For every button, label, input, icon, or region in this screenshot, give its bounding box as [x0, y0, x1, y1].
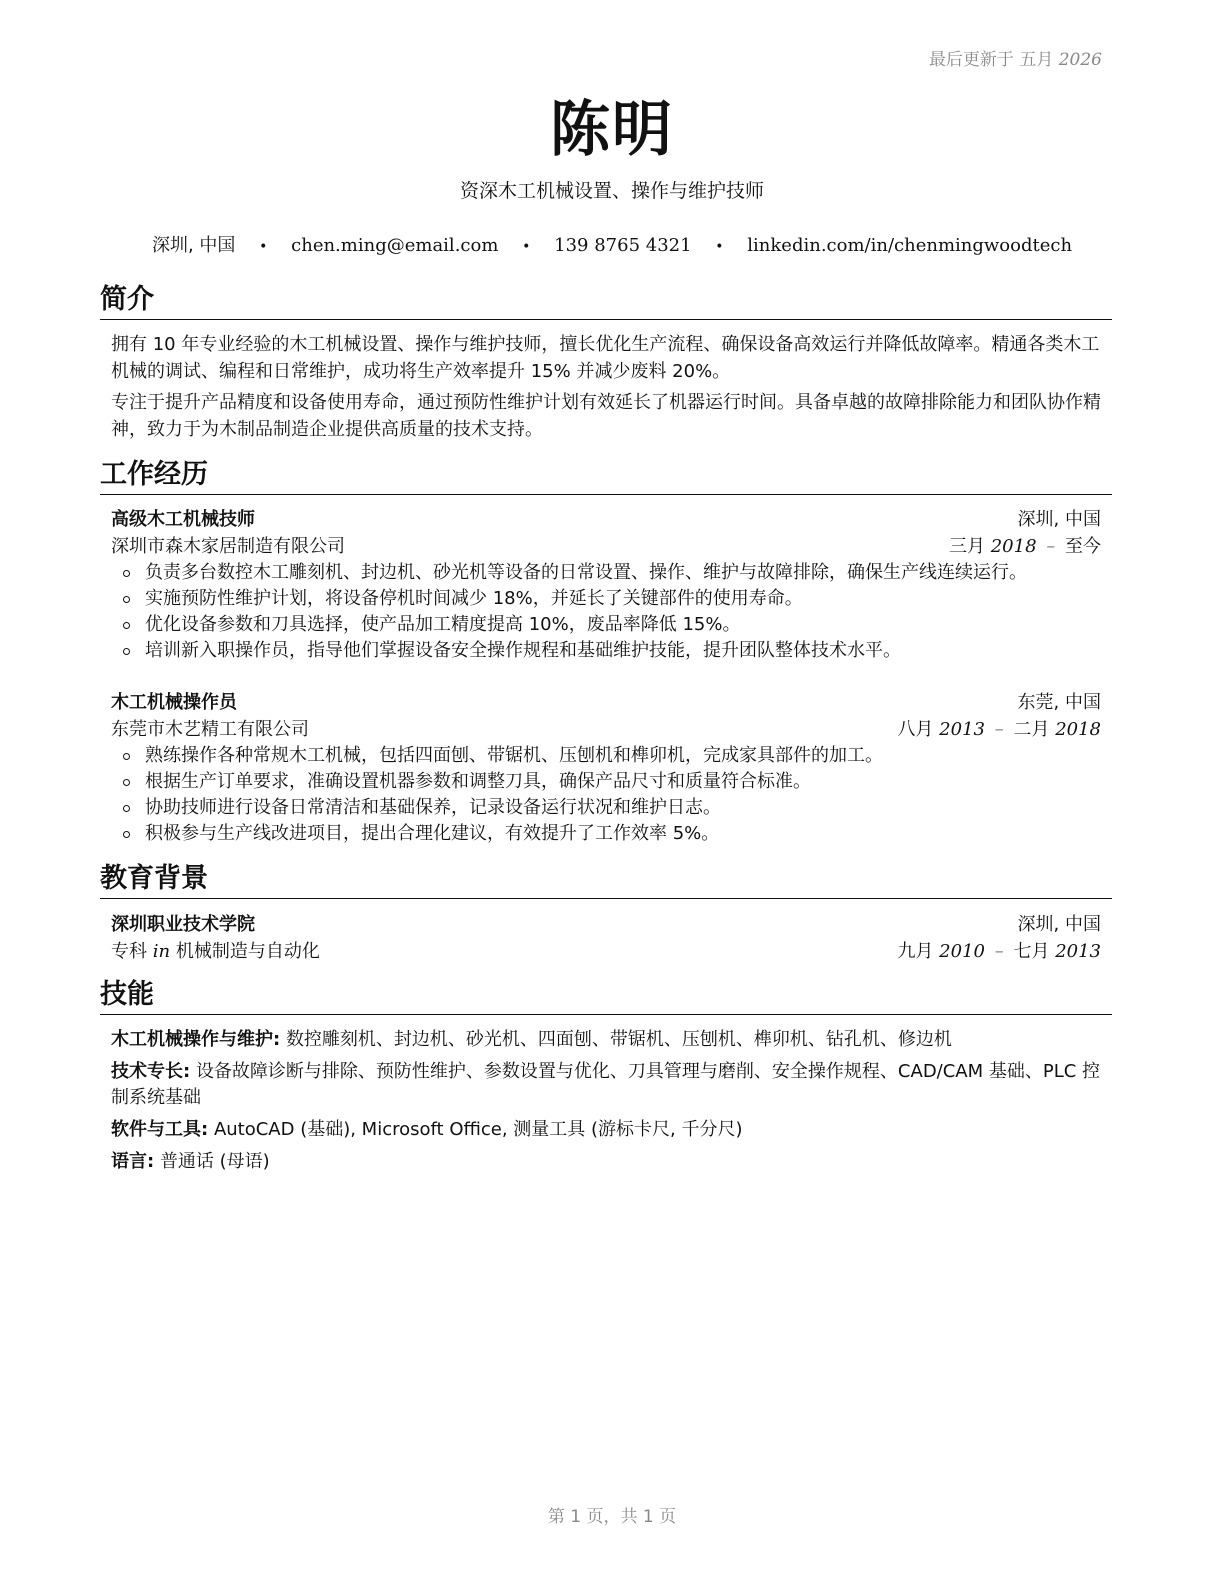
job-company: 东莞市木艺精工有限公司	[111, 719, 309, 740]
section-title-skills: 技能	[100, 978, 1112, 1015]
summary-paragraph: 专注于提升产品精度和设备使用寿命，通过预防性维护计划有效延长了机器运行时间。具备卓越的故障排除能力和团队协作精神，致力于为木制品制造企业提供高质量的技术支持。	[111, 392, 1101, 440]
list-item: 优化设备参数和刀具选择，使产品加工精度提高 10%，废品率降低 15%。	[123, 612, 1101, 638]
list-item: 积极参与生产线改进项目，提出合理化建议，有效提升了工作效率 5%。	[123, 821, 1101, 847]
date-dash: –	[994, 941, 1004, 962]
job-bullets	[111, 743, 1101, 847]
skill-value: 设备故障诊断与排除、预防性维护、参数设置与优化、刀具管理与磨削、安全操作规程、CAD/CAM 基础、PLC 控制系统基础	[111, 1061, 1101, 1108]
education-degree-line	[111, 938, 320, 965]
education-in-word: in	[152, 941, 171, 962]
job-company: 深圳市森木家居制造有限公司	[111, 536, 345, 557]
job-location: 深圳, 中国	[1017, 509, 1101, 530]
skill-label: 技术专长:	[111, 1061, 191, 1082]
skill-line	[111, 1149, 1101, 1175]
contact-location: 深圳, 中国	[151, 235, 236, 256]
contact-separator: •	[522, 239, 531, 255]
last-updated-year: 2026	[1058, 50, 1102, 70]
page-footer: 第 1 页，共 1 页	[547, 1507, 677, 1527]
skill-value: 数控雕刻机、封边机、砂光机、四面刨、带锯机、压刨机、榫卯机、钻孔机、修边机	[285, 1029, 952, 1050]
job-end-month: 至今	[1065, 536, 1101, 557]
education-dates	[897, 938, 1101, 965]
contact-line	[0, 231, 1224, 257]
candidate-name: 陈明	[550, 95, 674, 165]
date-dash: –	[994, 719, 1004, 740]
skill-label: 软件与工具:	[111, 1119, 209, 1140]
job-start-year: 2018	[990, 536, 1037, 557]
list-item: 实施预防性维护计划，将设备停机时间减少 18%，并延长了关键部件的使用寿命。	[123, 586, 1101, 612]
section-title-education: 教育背景	[100, 862, 1112, 899]
list-item: 熟练操作各种常规木工机械，包括四面刨、带锯机、压刨机和榫卯机，完成家具部件的加工。	[123, 743, 1101, 769]
skill-line	[111, 1117, 1101, 1143]
job-end-year: 2018	[1055, 719, 1101, 740]
skill-label: 木工机械操作与维护:	[111, 1029, 281, 1050]
job-position: 高级木工机械技师	[111, 509, 255, 530]
job-dates	[949, 533, 1101, 560]
skills-block	[111, 1027, 1101, 1181]
last-updated	[929, 45, 1102, 70]
job-end-month: 二月	[1013, 719, 1050, 740]
contact-phone: 139 8765 4321	[554, 235, 692, 256]
education-major: 机械制造与自动化	[175, 941, 320, 962]
skill-line	[111, 1027, 1101, 1053]
job-start-month: 三月	[948, 536, 985, 557]
education-degree-row	[111, 938, 1101, 965]
education-end-month: 七月	[1013, 941, 1050, 962]
contact-separator: •	[715, 239, 724, 255]
education-end-year: 2013	[1055, 941, 1101, 962]
section-title-experience: 工作经历	[100, 458, 1112, 495]
skill-line	[111, 1059, 1101, 1111]
list-item: 协助技师进行设备日常清洁和基础保养，记录设备运行状况和维护日志。	[123, 795, 1101, 821]
contact-email[interactable]: chen.ming@email.com	[291, 235, 499, 256]
job-location: 东莞, 中国	[1017, 692, 1101, 713]
job-start-month: 八月	[897, 719, 934, 740]
list-item: 根据生产订单要求，准确设置机器参数和调整刀具，确保产品尺寸和质量符合标准。	[123, 769, 1101, 795]
job-company-row	[111, 716, 1101, 743]
education-degree: 专科	[111, 941, 147, 962]
education-location: 深圳, 中国	[1017, 914, 1101, 935]
education-start-month: 九月	[897, 941, 934, 962]
contact-separator: •	[259, 239, 268, 255]
job-entry	[111, 689, 1101, 847]
last-updated-prefix: 最后更新于	[928, 50, 1014, 70]
list-item: 培训新入职操作员，指导他们掌握设备安全操作规程和基础维护技能，提升团队整体技术水平。	[123, 638, 1101, 664]
skill-label: 语言:	[111, 1151, 155, 1172]
contact-linkedin[interactable]: linkedin.com/in/chenmingwoodtech	[747, 235, 1073, 256]
candidate-headline: 资深木工机械设置、操作与维护技师	[459, 180, 764, 202]
date-dash: –	[1046, 536, 1056, 557]
job-bullets	[111, 560, 1101, 664]
job-dates	[897, 716, 1101, 743]
education-start-year: 2010	[939, 941, 985, 962]
skill-value: AutoCAD (基础), Microsoft Office, 测量工具 (游标卡尺, 千分尺)	[213, 1119, 743, 1140]
summary-paragraph: 拥有 10 年专业经验的木工机械设置、操作与维护技师，擅长优化生产流程、确保设备高效运行并降低故障率。精通各类木工机械的调试、编程和日常维护，成功将生产效率提升 15% 并减少废料 20%。	[111, 334, 1100, 382]
job-header-row	[111, 689, 1101, 716]
job-header-row	[111, 506, 1101, 533]
list-item: 负责多台数控木工雕刻机、封边机、砂光机等设备的日常设置、操作、维护与故障排除，确保生产线连续运行。	[123, 560, 1101, 586]
job-entry	[111, 506, 1101, 664]
job-position: 木工机械操作员	[111, 692, 237, 713]
job-start-year: 2013	[939, 719, 985, 740]
education-header-row	[111, 911, 1101, 938]
last-updated-month: 五月	[1019, 50, 1054, 70]
summary-block	[111, 331, 1101, 447]
education-school: 深圳职业技术学院	[111, 914, 255, 935]
education-entry	[111, 911, 1101, 965]
job-company-row	[111, 533, 1101, 560]
skill-value: 普通话 (母语)	[159, 1151, 270, 1172]
section-title-summary: 简介	[100, 283, 1112, 320]
